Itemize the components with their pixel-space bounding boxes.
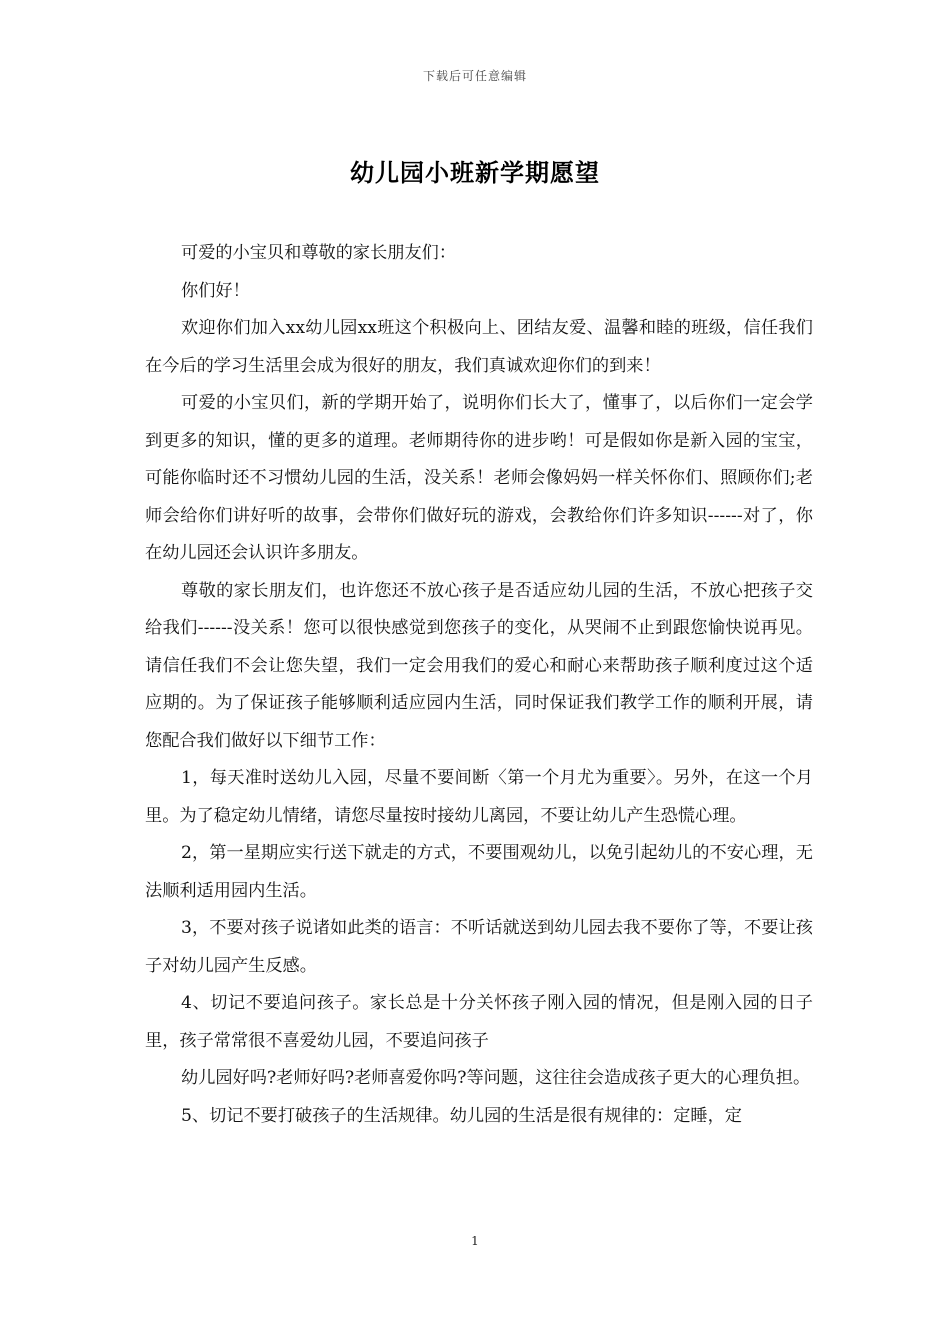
paragraph-to-parents: 尊敬的家长朋友们，也许您还不放心孩子是否适应幼儿园的生活，不放心把孩子交给我们------没关系！您可以很快感觉到您孩子的变化，从哭闹不止到跟您愉快说再见。请信任我们不会让您失望，我们一定会用我们的爱心和耐心来帮助孩子顺利度过这个适应期的。为了保证孩子能够顺利适应园内生活，同时保证我们教学工作的顺利开展，请您配合我们做好以下细节工作： bbox=[145, 580, 813, 751]
paragraph-item-1: 1，每天准时送幼儿入园，尽量不要间断〈第一个月尤为重要〉。另外，在这一个月里。为了稳定幼儿情绪，请您尽量按时接幼儿离园，不要让幼儿产生恐慌心理。 bbox=[145, 768, 813, 826]
document-title: 幼儿园小班新学期愿望 bbox=[350, 158, 600, 187]
document-body bbox=[145, 235, 813, 1135]
paragraph-welcome: 欢迎你们加入xx幼儿园xx班这个积极向上、团结友爱、温馨和睦的班级，信任我们在今后的学习生活里会成为很好的朋友，我们真诚欢迎你们的到来！ bbox=[145, 318, 813, 376]
paragraph-item-4-continued: 幼儿园好吗?老师好吗?老师喜爱你吗?等问题，这往往会造成孩子更大的心理负担。 bbox=[181, 1068, 811, 1088]
page-number: 1 bbox=[471, 1234, 479, 1248]
paragraph-item-5: 5、切记不要打破孩子的生活规律。幼儿园的生活是很有规律的：定睡，定 bbox=[181, 1105, 742, 1126]
paragraph-hello: 你们好！ bbox=[181, 280, 250, 301]
paragraph-to-children: 可爱的小宝贝们，新的学期开始了，说明你们长大了，懂事了，以后你们一定会学到更多的知识，懂的更多的道理。老师期待你的进步哟！可是假如你是新入园的宝宝，可能你临时还不习惯幼儿园的生活，没关系！老师会像妈妈一样关怀你们、照顾你们;老师会给你们讲好听的故事，会带你们做好玩的游戏，会教给你们许多知识------对了，你在幼儿园还会认识许多朋友。 bbox=[145, 393, 813, 563]
paragraph-item-2: 2，第一星期应实行送下就走的方式，不要围观幼儿，以免引起幼儿的不安心理，无法顺利适用园内生活。 bbox=[145, 843, 813, 901]
paragraph-item-3: 3，不要对孩子说诸如此类的语言：不听话就送到幼儿园去我不要你了等，不要让孩子对幼儿园产生反感。 bbox=[145, 918, 813, 976]
paragraph-greeting: 可爱的小宝贝和尊敬的家长朋友们： bbox=[181, 243, 457, 263]
header-note: 下载后可任意编辑 bbox=[422, 69, 527, 83]
paragraph-item-4: 4、切记不要追问孩子。家长总是十分关怀孩子刚入园的情况，但是刚入园的日子里，孩子常常很不喜爱幼儿园，不要追问孩子 bbox=[145, 993, 813, 1051]
